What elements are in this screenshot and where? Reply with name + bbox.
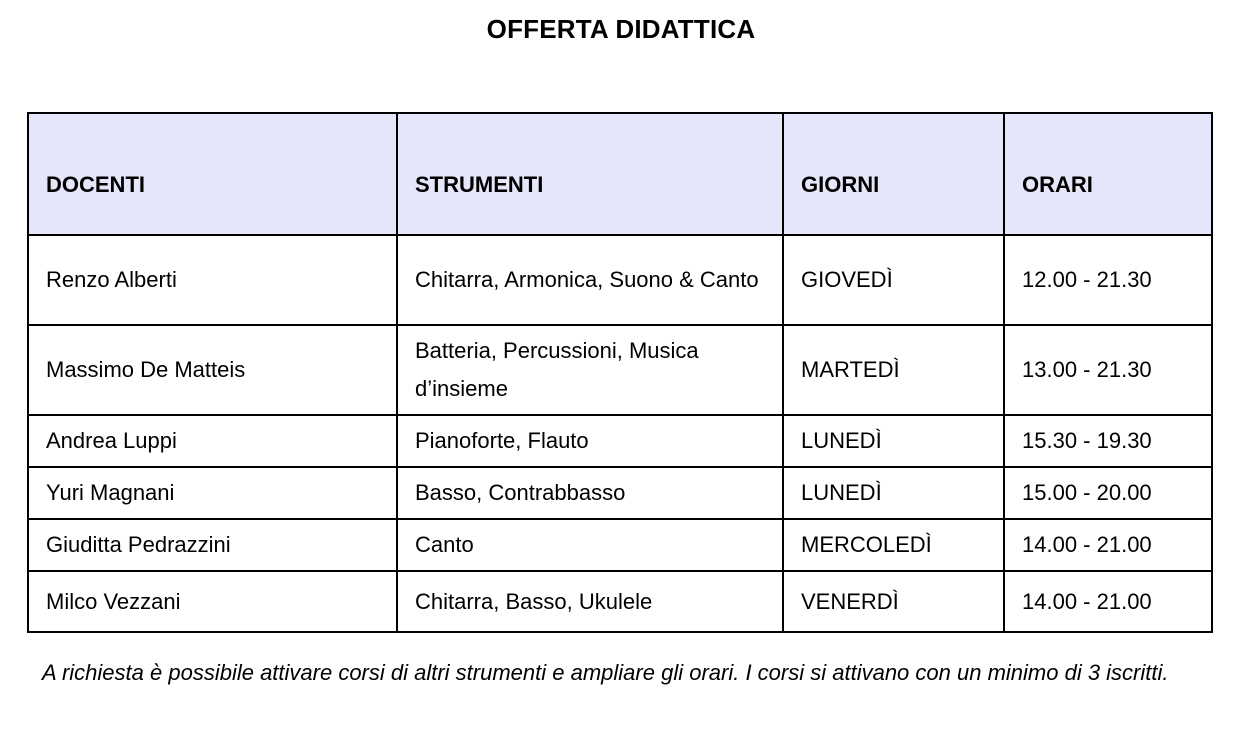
table-row <box>28 325 1212 415</box>
cell-strumenti: Chitarra, Armonica, Suono & Canto <box>397 235 783 325</box>
header-orari: ORARI <box>1004 113 1212 235</box>
cell-orari: 15.00 - 20.00 <box>1004 467 1212 519</box>
cell-strumenti: Chitarra, Basso, Ukulele <box>397 571 783 632</box>
cell-strumenti: Batteria, Percussioni, Musica d’insieme <box>397 325 783 415</box>
header-strumenti: STRUMENTI <box>397 113 783 235</box>
cell-orari: 14.00 - 21.00 <box>1004 519 1212 571</box>
header-docenti: DOCENTI <box>28 113 397 235</box>
cell-giorni: MARTEDÌ <box>783 325 1004 415</box>
page-title: OFFERTA DIDATTICA <box>486 14 756 44</box>
cell-strumenti: Basso, Contrabbasso <box>397 467 783 519</box>
cell-docente: Renzo Alberti <box>28 235 397 325</box>
cell-orari: 13.00 - 21.30 <box>1004 325 1212 415</box>
cell-docente: Massimo De Matteis <box>28 325 397 415</box>
cell-giorni: GIOVEDÌ <box>783 235 1004 325</box>
cell-docente: Andrea Luppi <box>28 415 397 467</box>
table-row <box>28 571 1212 632</box>
cell-docente: Giuditta Pedrazzini <box>28 519 397 571</box>
cell-docente: Milco Vezzani <box>28 571 397 632</box>
header-giorni: GIORNI <box>783 113 1004 235</box>
cell-orari: 12.00 - 21.30 <box>1004 235 1212 325</box>
table-row <box>28 415 1212 467</box>
cell-strumenti: Canto <box>397 519 783 571</box>
cell-giorni: MERCOLEDÌ <box>783 519 1004 571</box>
table-row <box>28 235 1212 325</box>
footnote: A richiesta è possibile attivare corsi di altri strumenti e ampliare gli orari. I corsi si attivano con un minimo di 3 iscritti. <box>42 660 1169 685</box>
cell-giorni: LUNEDÌ <box>783 415 1004 467</box>
table-row <box>28 519 1212 571</box>
cell-giorni: LUNEDÌ <box>783 467 1004 519</box>
table-row <box>28 467 1212 519</box>
table-header-row <box>28 113 1212 235</box>
cell-strumenti: Pianoforte, Flauto <box>397 415 783 467</box>
cell-giorni: VENERDÌ <box>783 571 1004 632</box>
cell-orari: 15.30 - 19.30 <box>1004 415 1212 467</box>
cell-docente: Yuri Magnani <box>28 467 397 519</box>
course-table <box>27 112 1213 633</box>
cell-orari: 14.00 - 21.00 <box>1004 571 1212 632</box>
